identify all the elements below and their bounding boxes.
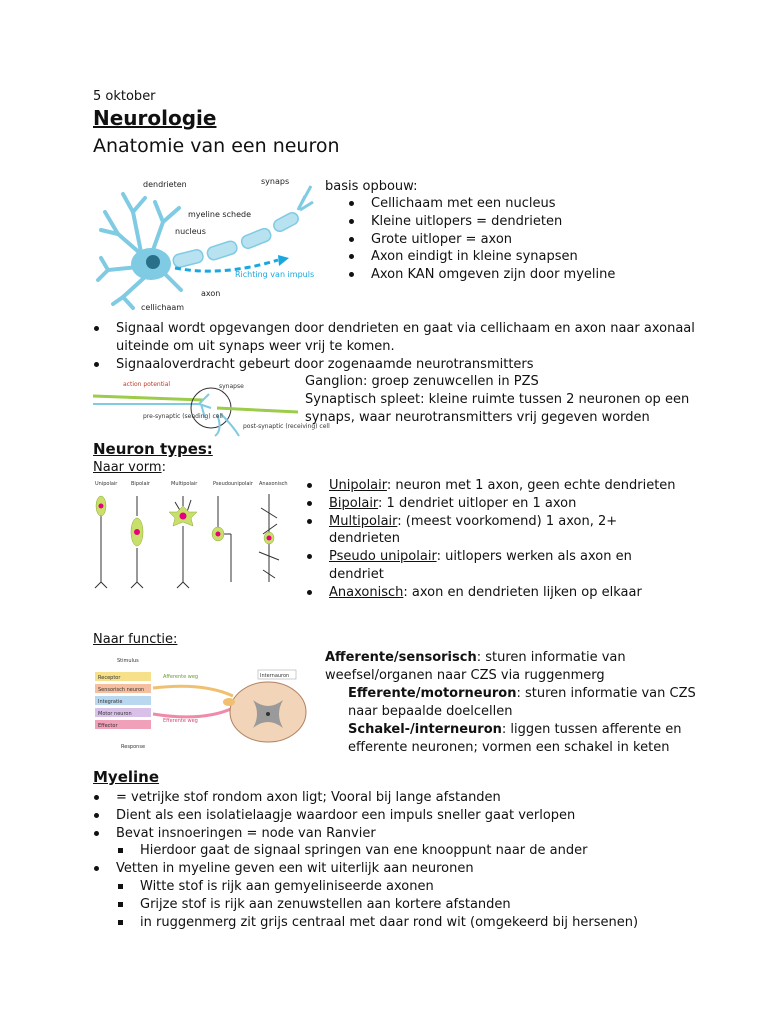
- basis-heading: basis opbouw:: [325, 179, 418, 194]
- label-interneuron: Internauron: [260, 673, 290, 679]
- label-receptor: Receptor: [98, 675, 121, 681]
- list-item: Signaal wordt opgevangen door dendrieten en gaat via cellichaam en axon naar axonaal: [116, 320, 695, 338]
- efferent-cont: naar bepaalde doelcellen: [348, 704, 513, 719]
- label-effector: Effector: [98, 723, 118, 729]
- neuron-anatomy-figure: [93, 172, 318, 312]
- myeline-heading: Myeline: [93, 768, 160, 786]
- page-title: Neurologie: [93, 106, 217, 130]
- sub-list-item: Grijze stof is rijk aan zenuwstellen aan kortere afstanden: [116, 896, 638, 914]
- list-item-continued: dendrieten: [329, 531, 401, 547]
- label-response: Response: [121, 744, 146, 750]
- label-cell-body: cellichaam: [141, 303, 185, 312]
- efferent-line: Efferente/motorneuron: sturen informatie van CZS: [348, 686, 696, 701]
- label-synapse: synaps: [261, 177, 290, 186]
- afferent-cont: weefsel/organen naar CZS via ruggenmerg: [325, 668, 605, 683]
- sub-list-item: in ruggenmerg zit grijs centraal met daar rond wit (omgekeerd bij hersenen): [116, 914, 638, 932]
- label-pre-synaptic: pre-synaptic (sending) cell: [143, 413, 223, 420]
- list-item: Kleine uitlopers = dendrieten: [371, 213, 615, 231]
- neuron-types-heading: Neuron types:: [93, 440, 213, 458]
- list-item: Cellichaam met een nucleus: [371, 195, 615, 213]
- label-axon: axon: [201, 289, 221, 298]
- label-synapse-top: synapse: [219, 383, 244, 390]
- list-item: Axon eindigt in kleine synapsen: [371, 248, 615, 266]
- by-shape-label: Naar vorm:: [93, 460, 166, 475]
- ganglion-line2: Synaptisch spleet: kleine ruimte tussen 2 neuronen op een: [305, 392, 690, 407]
- label-sensory: Sensorisch neuron: [98, 687, 145, 693]
- list-item: Unipolair: neuron met 1 axon, geen echte dendrieten: [329, 477, 676, 495]
- label-anaxonic: Anaxonisch: [259, 481, 288, 487]
- afferent-line: Afferente/sensorisch: sturen informatie van: [325, 650, 626, 665]
- list-item: Pseudo unipolair: uitlopers werken als axon en: [329, 548, 676, 566]
- neuron-function-figure: [93, 652, 318, 752]
- interneuron-cont: efferente neuronen; vormen een schakel in keten: [348, 740, 670, 755]
- label-myelin: myeline schede: [188, 210, 251, 219]
- by-function-label: Naar functie:: [93, 632, 178, 647]
- interneuron-line: Schakel-/interneuron: liggen tussen afferente en: [348, 722, 682, 737]
- label-multipolar: Multipolair: [171, 481, 198, 487]
- label-stimulus: Stimulus: [117, 658, 139, 664]
- label-integration: Integratie: [98, 699, 123, 705]
- list-item: Bipolair: 1 dendriet uitloper en 1 axon: [329, 495, 676, 513]
- list-item: Vetten in myeline geven een wit uiterlijk aan neuronen: [116, 860, 638, 878]
- list-item-continued: uiteinde om uit synaps weer vrij te komen.: [116, 338, 395, 354]
- list-item: Dient als een isolatielaagje waardoor een impuls sneller gaat verlopen: [116, 807, 638, 825]
- date: 5 oktober: [93, 89, 156, 104]
- label-dendrites: dendrieten: [143, 180, 187, 189]
- list-item: Axon KAN omgeven zijn door myeline: [371, 266, 615, 284]
- sub-list-item: Witte stof is rijk aan gemyeliniseerde axonen: [116, 878, 638, 896]
- neuron-types-figure: [93, 478, 293, 590]
- label-direction: Richting van impuls: [235, 270, 315, 279]
- list-item: Anaxonisch: axon en dendrieten lijken op elkaar: [329, 584, 676, 602]
- list-item: Signaaloverdracht gebeurt door zogenaamde neurotransmitters: [116, 356, 695, 374]
- label-pseudounipolar: Pseudounipolair: [213, 481, 253, 487]
- basis-list: [371, 195, 615, 284]
- label-action-potential: action potential: [123, 381, 171, 388]
- label-unipolar: Unipolair: [95, 481, 118, 487]
- ganglion-line1: Ganglion: groep zenuwcellen in PZS: [305, 374, 539, 389]
- signal-list: [116, 320, 695, 373]
- label-nucleus: nucleus: [175, 227, 206, 236]
- synapse-figure: [93, 374, 330, 438]
- label-afferent-path: Afferente weg: [163, 674, 199, 680]
- sub-list-item: Hierdoor gaat de signaal springen van ene knooppunt naar de ander: [116, 842, 638, 860]
- myeline-list: [116, 789, 638, 931]
- neuron-types-list: [329, 477, 676, 602]
- list-item: Grote uitloper = axon: [371, 231, 615, 249]
- label-post-synaptic: post-synaptic (receiving) cell: [243, 423, 330, 430]
- list-item: = vetrijke stof rondom axon ligt; Vooral bij lange afstanden: [116, 789, 638, 807]
- ganglion-line3: synaps, waar neurotransmitters vrij gegeven worden: [305, 410, 650, 425]
- list-item-continued: dendriet: [329, 566, 384, 582]
- label-bipolar: Bipolair: [131, 481, 150, 487]
- page-subtitle: Anatomie van een neuron: [93, 135, 340, 157]
- label-efferent-path: Efferente weg: [163, 718, 198, 724]
- list-item: Multipolair: (meest voorkomend) 1 axon, 2+: [329, 513, 676, 531]
- list-item: Bevat insnoeringen = node van Ranvier: [116, 825, 638, 843]
- label-motor: Motor neuron: [98, 711, 132, 717]
